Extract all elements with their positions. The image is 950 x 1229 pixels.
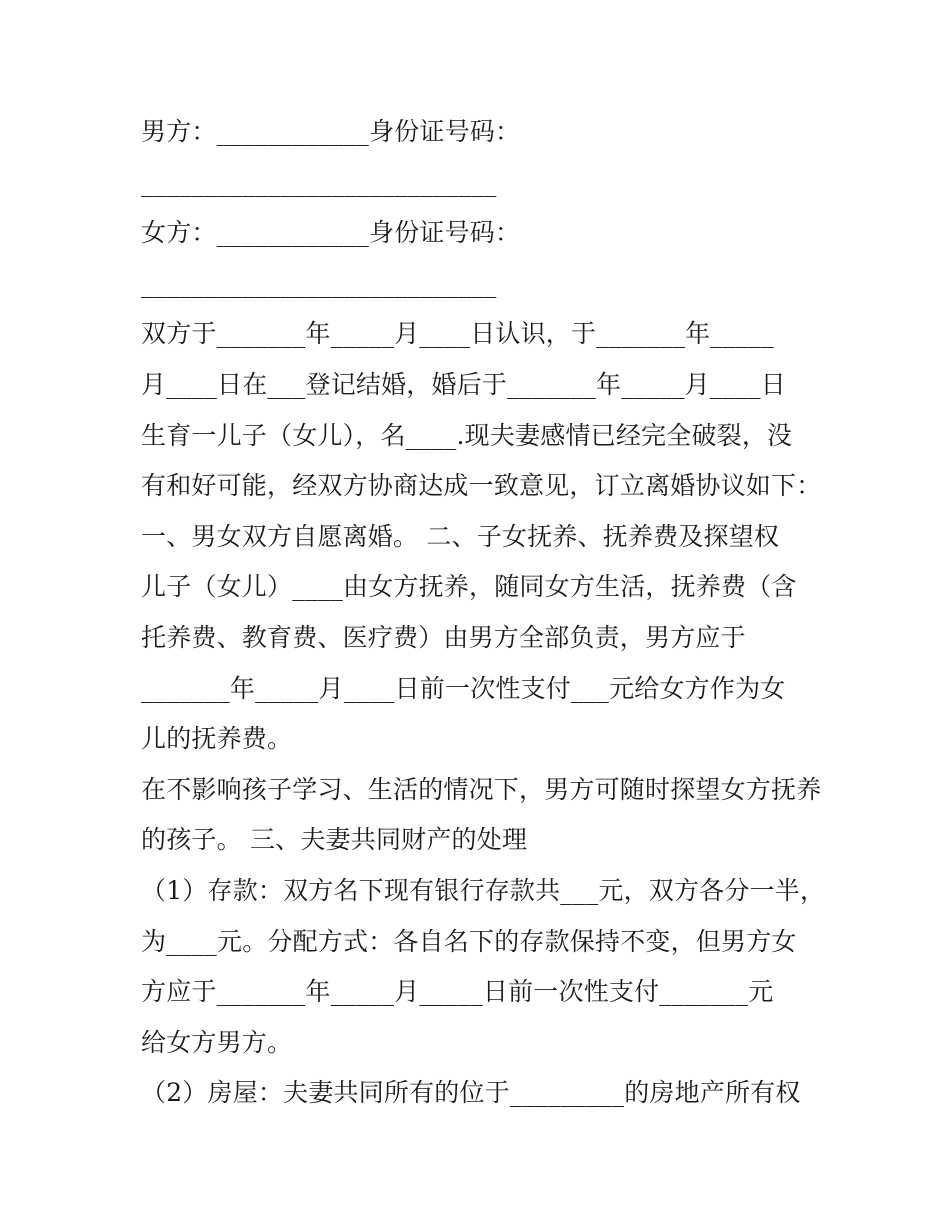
text-line: 在不影响孩子学习、生活的情况下，男方可随时探望女方抚养 [141,774,822,804]
text-line: 儿子（女儿）____由女方抚养，随同女方生活，抚养费（含 [141,572,797,602]
text-line: ____________________________ [141,167,497,197]
text-line: _______年_____月____日前一次性支付___元给女方作为女 [141,673,786,703]
document-body [141,107,831,1119]
text-line: 女方：____________身份证号码： [141,218,521,248]
text-line: 儿的抚养费。 [141,724,293,754]
text-line: 双方于_______年_____月____日认识，于_______年_____ [141,319,774,349]
text-line: （2）房屋：夫妻共同所有的位于_________的房地产所有权 [141,1078,801,1108]
text-line: 托养费、教育费、医疗费）由男方全部负责，男方应于 [141,622,746,652]
text-line: 的孩子。 三、夫妻共同财产的处理 [141,825,528,855]
text-line: 为____元。分配方式：各自名下的存款保持不变，但男方女 [141,926,797,956]
text-line: 有和好可能，经双方协商达成一致意见，订立离婚协议如下： [141,471,822,501]
text-line: 一、男女双方自愿离婚。 二、子女抚养、抚养费及探望权 [141,521,780,551]
text-line: ____________________________ [141,268,497,298]
text-line: （1）存款：双方名下现有银行存款共___元，双方各分一半， [141,875,826,905]
text-line: 月____日在___登记结婚，婚后于_______年_____月____日 [141,369,786,399]
text-line: 生育一儿子（女儿），名____.现夫妻感情已经完全破裂，没 [141,420,793,450]
text-line: 男方：____________身份证号码： [141,117,521,146]
text-line: 方应于_______年_____月_____日前一次性支付_______元 [141,977,774,1007]
text-line: 给女方男方。 [141,1027,293,1057]
